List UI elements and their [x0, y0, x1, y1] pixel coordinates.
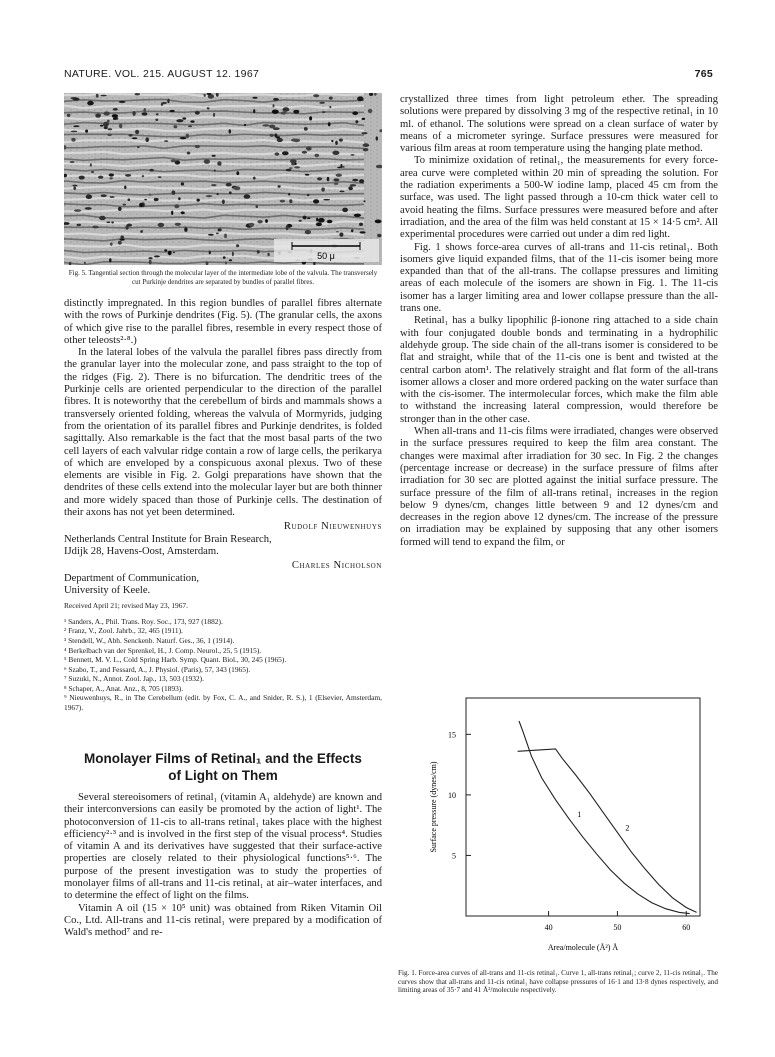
paragraph: distinctly impregnated. In this region bundles of parallel fibres alternate with the rows of Purkinje dendrites (Fig. 5). (The granular cells, the axons of which give rise to the parallel fibres, resemble in every respect those of other teleosts²·⁸.)	[64, 298, 382, 346]
reference-item: ⁶ Szabo, T., and Fessard, A., J. Physiol. (Paris), 57, 343 (1965).	[64, 664, 251, 674]
x-tick-label: 50	[613, 923, 622, 932]
received-date: Received April 21; revised May 23, 1967.	[64, 601, 188, 611]
author-name: Rudolf Nieuwenhuys	[283, 521, 382, 533]
page-number: 765	[694, 68, 713, 80]
right-column	[400, 94, 718, 549]
journal-header: NATURE. VOL. 215. AUGUST 12. 1967	[64, 68, 260, 80]
affiliation: University of Keele.	[64, 584, 151, 596]
reference-item: ⁷ Suzuki, N., Annot. Zool. Jap., 13, 503 (1932).	[64, 674, 204, 684]
micrograph-image	[64, 93, 382, 265]
y-tick-label: 10	[448, 790, 456, 800]
reference-item: ³ Stendell, W., Abh. Senckenb. Naturf. Ges., 36, 1 (1914).	[64, 635, 235, 645]
plot-frame	[466, 698, 700, 916]
paragraph: crystallized three times from light petroleum ether. The spreading solutions were prepared by dissolving 3 mg of the respective retinal₁ in 10 ml. of ethanol. The solutions were spread on a clean surface of water by means of a micrometer syringe. Surface pressures were measured for various film areas at room temperature using the hanging plate method.	[400, 94, 718, 155]
author-name: Charles Nicholson	[291, 560, 382, 572]
affiliation: IJdijk 28, Havens-Oost, Amsterdam.	[64, 545, 219, 557]
paragraph: In the lateral lobes of the valvula the parallel fibres pass directly from the granular layer into the molecular zone, and pass straight to the top of the ridges (Fig. 2). There is no bifurcation. The dendritic trees of the Purkinje cells are oriented perpendicular to the direction of the parallel fibres. It is noteworthy that the cerebellum of birds and mammals shows a transversely oriented folding, whereas the valvula of Mormyrids, judging from the orientation of its parallel fibres and Purkinje dendrites, is folded sagittally. Also remarkable is the fact that the most basal parts of the two cell layers of each valvular ridge contain a row of large cells, the perikarya of which are enveloped by a conspicuous axonal plexus. Two of these elements are visible in Fig. 2. Golgi preparations have shown that the dendrites of these cells extend into the molecular layer but are both thinner and more widely spaced than those of Purkinje cells. The destination of their axons has not yet been determined.	[64, 347, 382, 519]
paragraph: Several stereoisomers of retinal₁ (vitamin A₁ aldehyde) are known and their interconversions can easily be promoted by the action of light¹. The photoconversion of 11-cis to all-trans retinal₁ takes place with the highest efficiency²·³ and is involved in the first step of the visual process⁴. Studies of vitamin A and its derivatives have suggested that their surface-active properties are closely related to their physiological functions⁵·⁶. The purpose of the present investigation was to study the properties of monolayer films of all-trans and 11-cis retinal₁ at air–water interfaces, and to determine the effect of light on the films.	[64, 792, 382, 902]
scale-bar-label: 50 μ	[317, 251, 335, 261]
x-axis-label: Area/molecule (Å²) Å	[547, 943, 619, 952]
x-tick-label: 40	[544, 923, 553, 932]
affiliation: Department of Communication,	[64, 572, 200, 584]
paragraph: To minimize oxidation of retinal₁, the measurements for every force-area curve were completed within 20 min of spreading the solution. For the radiation experiments a 500-W iodine lamp, placed 45 cm from the surface, was used. The light passed through a 10-cm thick water cell to avoid heating the films. Surface pressures were measured before and after irradiation, and the area of the film was held constant at 15 × 14·5 cm². All experimental procedures were carried out under a dim red light.	[400, 155, 718, 241]
reference-item: ¹ Sanders, A., Phil. Trans. Roy. Soc., 173, 927 (1882).	[64, 616, 223, 626]
article-title: of Light on Them	[168, 768, 278, 783]
figure5-caption: Fig. 5. Tangential section through the molecular layer of the intermediate lobe of the valvula. The transversely cut Purkinje dendrites are separated by bundles of parallel fibres.	[68, 269, 378, 286]
y-tick-label: 15	[448, 730, 456, 740]
chart-svg	[400, 690, 718, 960]
y-axis-label: Surface pressure (dynes/cm)	[429, 761, 438, 853]
affiliation: Netherlands Central Institute for Brain Research,	[64, 533, 272, 545]
reference-item: ⁹ Nieuwenhuys, R., in The Cerebellum (edit. by Fox, C. A., and Snider, R. S.), 1 (Elsevier, Amsterdam, 1967).	[64, 693, 382, 713]
series-label-2: 2	[625, 823, 630, 833]
article-block	[64, 750, 382, 940]
reference-item: ⁴ Berkelbach van der Sprenkel, H., J. Comp. Neurol., 25, 5 (1915).	[64, 645, 262, 655]
article-title: Monolayer Films of Retinal₁ and the Effects	[84, 751, 362, 766]
x-tick-label: 60	[682, 923, 691, 932]
reference-item: ² Franz, V., Zool. Jahrb., 32, 465 (1911).	[64, 626, 183, 636]
paragraph: Retinal₁ has a bulky lipophilic β-ionone ring attached to a side chain with four conjugated double bonds and terminating in a hydrophilic aldehyde group. The side chain of the all-trans isomer is considered to be flat and straight, while that of the 11-cis one is bent and twisted at the central carbon atom¹. The relatively straight and flat form of the all-trans isomer allows a closer and more ordered packing on the water surface than with the cis-isomer. The intermolecular forces, which make the film able to withstand the increasing lateral compression, would therefore be stronger than in the other case.	[400, 315, 718, 425]
paragraph: When all-trans and 11-cis films were irradiated, changes were observed in the surface pressures required to keep the film area constant. The changes were maximal after irradiation for 30 sec. In Fig. 2 the changes (percentage increase or decrease) in the surface pressure of films after irradiation for 30 sec are plotted against the initial surface pressure. The surface pressure of the film of all-trans retinal₁ increases in the region below 9 dynes/cm, changes little between 9 and 12 dynes/cm and decreases in the region above 12 dynes/cm. The increase of the pressure on irradiation may be explained by supposing that any other isomers formed will tend to expand the film, or	[400, 426, 718, 548]
paragraph: Fig. 1 shows force-area curves of all-trans and 11-cis retinal₁. Both isomers give liquid expanded films, that of the 11-cis isomer being more expanded than that of the all-trans. The collapse pressures and limiting areas of each molecule of the isomers are shown in Fig. 1. The 11-cis isomer has a larger limiting area and lower collapse pressure than the all-trans one.	[400, 241, 718, 315]
reference-item: ⁵ Bennett, M. V. L., Cold Spring Harb. Symp. Quant. Biol., 30, 245 (1965).	[64, 655, 287, 665]
figure1-caption: Fig. 1. Force-area curves of all-trans and 11-cis retinal₁. Curve 1, all-trans retinal₁; curve 2, 11-cis retinal₁. The curves show that all-trans and 11-cis retinal₁ have collapse pressures of 16·1 and 13·8 dynes respectively, and limiting areas of 35·7 and 41 Å²/molecule respectively.	[398, 969, 718, 995]
y-tick-label: 5	[452, 851, 456, 861]
micrograph-figure	[64, 93, 382, 265]
reference-item: ⁸ Schaper, A., Anat. Anz., 8, 705 (1893).	[64, 683, 184, 693]
left-column	[64, 298, 382, 713]
force-area-chart	[400, 690, 718, 960]
series-label-1: 1	[577, 810, 582, 820]
series-line-2	[518, 749, 697, 913]
reference-list	[64, 617, 382, 713]
paragraph: Vitamin A oil (15 × 10⁵ unit) was obtained from Riken Vitamin Oil Co., Ltd. All-trans and 11-cis retinal₁ were prepared by a modification of Wald's method⁷ and re-	[64, 902, 382, 939]
